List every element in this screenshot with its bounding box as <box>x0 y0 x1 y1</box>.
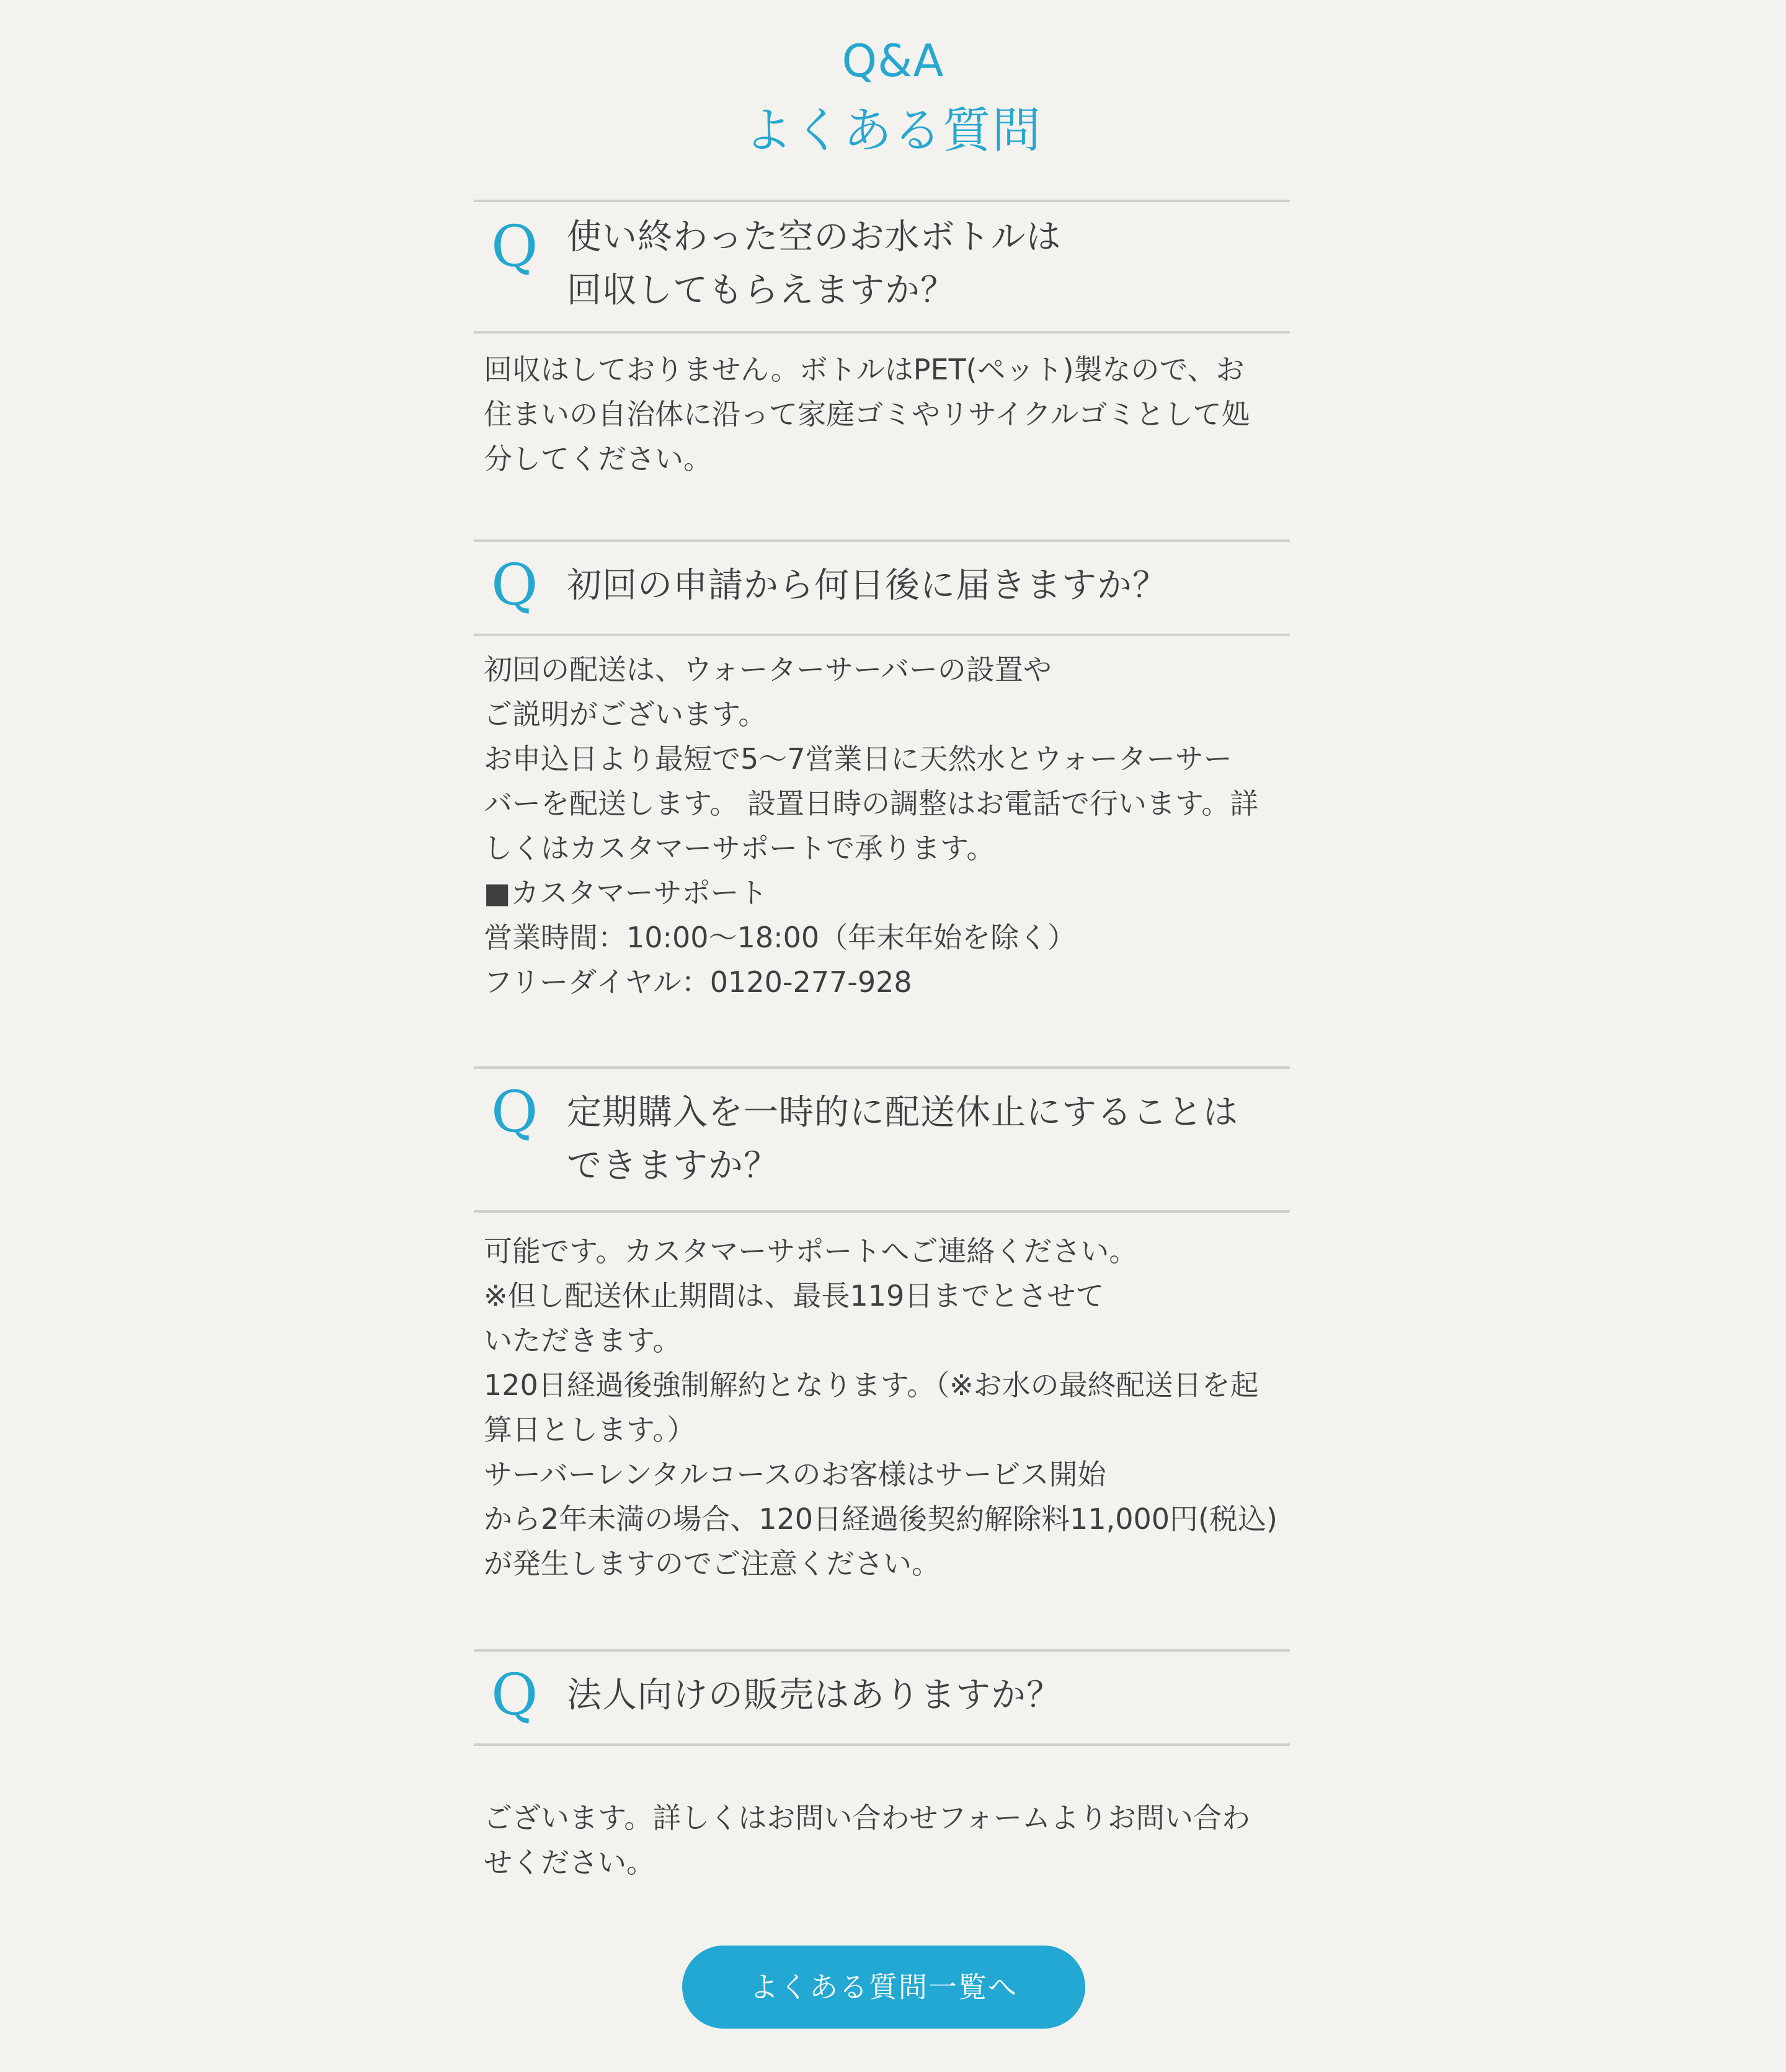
divider <box>474 200 1290 202</box>
divider <box>474 634 1290 636</box>
faq-list-button[interactable]: よくある質問一覧へ <box>682 1946 1085 2029</box>
answer-line: から2年未満の場合、120日経過後契約解除料11,000円(税込) <box>484 1502 1277 1536</box>
answer-line: ※但し配送休止期間は、最長119日までとさせて <box>484 1279 1104 1313</box>
answer-text <box>484 647 1302 1004</box>
answer-text <box>484 1795 1302 1885</box>
answer-line: ■カスタマーサポート <box>484 876 768 910</box>
divider <box>474 1210 1290 1213</box>
answer-line: 初回の配送は、ウォーターサーバーの設置や <box>484 653 1052 686</box>
answer-line: 算日とします。） <box>484 1413 696 1446</box>
section-title-en: Q&A <box>842 35 944 87</box>
question-line: 初回の申請から何日後に届きますか？ <box>567 565 1168 606</box>
answer-line: 分してください。 <box>484 442 712 476</box>
answer-line: 回収はしておりません。ボトルはPET(ペット)製なので、お <box>484 353 1245 386</box>
answer-line: 営業時間：10:00〜18:00（年末年始を除く） <box>484 921 1077 954</box>
answer-line: サーバーレンタルコースのお客様はサービス開始 <box>484 1458 1106 1491</box>
question-text <box>567 1669 1286 1722</box>
answer-line: ご説明がございます。 <box>484 697 767 731</box>
answer-line: フリーダイヤル：0120-277-928 <box>484 965 912 999</box>
answer-line: バーを配送します。 設置日時の調整はお電話で行います。詳 <box>484 787 1259 820</box>
question-line: 法人向けの販売はありますか？ <box>567 1675 1062 1716</box>
question-text <box>567 1086 1286 1193</box>
answer-line: 住まいの自治体に沿って家庭ゴミやリサイクルゴミとして処 <box>484 397 1250 431</box>
answer-line: ございます。詳しくはお問い合わせフォームよりお問い合わ <box>484 1801 1251 1835</box>
answer-line: お申込日より最短で5〜7営業日に天然水とウォーターサー <box>484 742 1232 776</box>
divider <box>474 539 1290 542</box>
divider <box>474 1743 1290 1746</box>
question-text <box>567 211 1286 317</box>
question-mark-icon: Q <box>491 552 538 618</box>
answer-text <box>484 347 1302 481</box>
question-line: 使い終わった空のお水ボトルは <box>567 217 1062 257</box>
answer-text <box>484 1229 1302 1586</box>
answer-line: しくはカスタマーサポートで承ります。 <box>484 831 995 865</box>
question-line: 回収してもらえますか？ <box>567 270 956 311</box>
divider <box>474 1649 1290 1652</box>
question-line: 定期購入を一時的に配送休止にすることは <box>567 1092 1238 1133</box>
question-mark-icon: Q <box>491 1079 538 1145</box>
answer-line: が発生しますのでご注意ください。 <box>484 1547 940 1580</box>
answer-line: いただきます。 <box>484 1324 682 1357</box>
divider <box>474 1066 1290 1069</box>
question-line: できますか？ <box>567 1146 779 1186</box>
question-mark-icon: Q <box>491 213 538 280</box>
answer-line: せください。 <box>484 1846 655 1879</box>
section-title-ja: よくある質問 <box>744 103 1042 159</box>
divider <box>474 331 1290 334</box>
question-mark-icon: Q <box>491 1662 538 1728</box>
question-text <box>567 559 1286 613</box>
answer-line: 120日経過後強制解約となります。（※お水の最終配送日を起 <box>484 1368 1259 1402</box>
answer-line: 可能です。カスタマーサポートへご連絡ください。 <box>484 1234 1138 1268</box>
